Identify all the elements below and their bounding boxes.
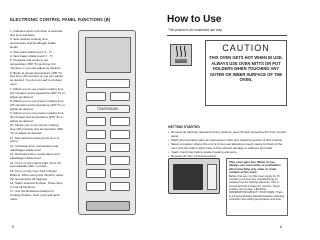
panel-button	[110, 117, 130, 126]
panel-button	[86, 156, 106, 165]
function-item: 17. Use the Rotisserie feature for cooking chicken, beef, pork and lamb roast.	[10, 189, 60, 202]
panel-button-row	[86, 117, 130, 126]
panel-button-row	[86, 169, 130, 178]
function-item: 10. Allows you to use preset cooking time (45 minutes) and temperature (300 °F) or adjust as desired.	[10, 123, 63, 136]
list-item: • Wash all removable parts as instructed in Care and Cleaning section of this manual.	[168, 139, 288, 143]
panel-display	[85, 37, 131, 73]
panel-button	[86, 92, 106, 101]
left-page-title: ELECTRONIC CONTROL PANEL FUNCTIONS (B)	[10, 17, 111, 22]
control-panel-diagram	[78, 30, 136, 215]
function-item: 3. Sets toast shade level (1 - 7).	[10, 49, 53, 54]
hot-surface-icon	[170, 44, 192, 66]
function-item: 8. Allows you to use preset cooking time (20 minutes) and temperature (400 °F) or adjust as desired.	[10, 98, 65, 111]
oven-door	[173, 164, 203, 190]
panel-button	[110, 143, 130, 152]
panel-button	[86, 143, 106, 152]
getting-started-title: GETTING STARTED	[168, 125, 200, 129]
panel-start-stop-button	[86, 201, 130, 211]
function-item: 15. Turns on the Cool Touch Steam Buttons. When using this function, lower the temperature 25 degrees.	[10, 168, 64, 181]
page-number-right: 6	[280, 225, 282, 229]
oven-control-strip	[207, 164, 217, 190]
function-list	[10, 30, 65, 203]
function-item: 13. Decreases time, temperature and toast/bagel shade level.	[10, 152, 60, 161]
list-item: • Remove all packing material and any stickers; peel off clear protective film from control panel.	[168, 131, 288, 138]
function-item: 2. Sets desired cooking time, temperature and food/bagel shade levels.	[10, 37, 56, 50]
list-item: • Insert crumb tray before toaster heating elements.	[168, 151, 288, 155]
caution-text: THIS OVEN GETS HOT WHEN IN USE. ALWAYS USE OVEN MITTS OR POT HOLDERS WHEN TOUCHING ANY OUTER OR INNER SURFACE OF THE OVEN.	[209, 55, 283, 83]
panel-button-row	[86, 156, 130, 165]
panel-toast-bagel-button: TOAST/BAGEL	[86, 105, 130, 113]
panel-button	[86, 182, 106, 191]
page-subtitle: This product is for household use only.	[168, 28, 223, 32]
panel-button	[110, 92, 130, 101]
function-item: 5. Preheats and cooks to set temperature (350 °F) and time (10 minutes) or you can adjust as desired.	[10, 58, 61, 71]
function-item: 4. Sets bagel shade level (1 - 7).	[10, 53, 54, 58]
getting-started-list	[168, 131, 288, 159]
panel-button	[110, 130, 130, 139]
divider	[167, 35, 287, 36]
panel-button-row	[86, 182, 130, 191]
panel-button	[110, 182, 130, 191]
panel-button-row	[86, 130, 130, 139]
panel-button-row	[86, 92, 130, 101]
function-item: 9. Allows you to use preset cooking time (8 minutes) and temperature (425 °F) or adjust as desired.	[10, 111, 64, 123]
page-title: How to Use	[167, 14, 222, 25]
note-heading: This oven gets hot. When in use, always use oven mitts or potholders when touching any outer or inner surface of the oven.	[229, 159, 281, 175]
panel-selector-bar	[86, 79, 130, 88]
function-item: 12. Increases time, temperature and toast/bagel shade level.	[10, 143, 59, 152]
caution-box	[205, 40, 287, 106]
panel-button-row	[86, 143, 130, 152]
list-item: • Select a location where this unit is to be used allowing enough space for back of the oven and the wall to allow heat to flow without damage to cabinets and walls.	[168, 143, 288, 150]
panel-button	[86, 169, 106, 178]
oven-illustration	[168, 158, 220, 194]
function-item: 11. Sets desired cooking time up to 2 hours.	[10, 135, 60, 144]
note-body: Before first use, run this oven empty for 15 minutes to remove any manufacturing oil residue from the heating elements. This is normal and not a cause for concern. Some smoke may be seen. HELPFUL INFORMATION ABOUT YOUR OVEN: There is a 5 second delay allowed between selecting a function and setting temperature and time.	[229, 174, 285, 201]
function-item: 1. Indicates when a function is selected and time activated.	[10, 29, 63, 37]
panel-button	[86, 117, 106, 126]
panel-button	[110, 169, 130, 178]
list-item: • Remove tie from cord and unwind.	[168, 155, 288, 159]
caution-title: CAUTION	[222, 43, 270, 53]
function-item: 7. Allows you to use preset cooking time (10 minutes) and temperature (350 °F) or adjust as desired.	[10, 86, 65, 99]
function-item: 16. Starts selected function. Press Stop to end all functions.	[10, 181, 63, 189]
page-number-left: 5	[12, 225, 14, 229]
function-item: 14. Turns on the interior light; turns off automatically after 1 minute.	[10, 160, 61, 169]
panel-button	[86, 130, 106, 139]
function-item: 6. Broils at preset temperature (450 °F) and time (10 minutes) or you can adjust as desired. You do not need to preheat oven.	[10, 70, 63, 87]
notes-box	[226, 158, 288, 216]
panel-button	[110, 156, 130, 165]
